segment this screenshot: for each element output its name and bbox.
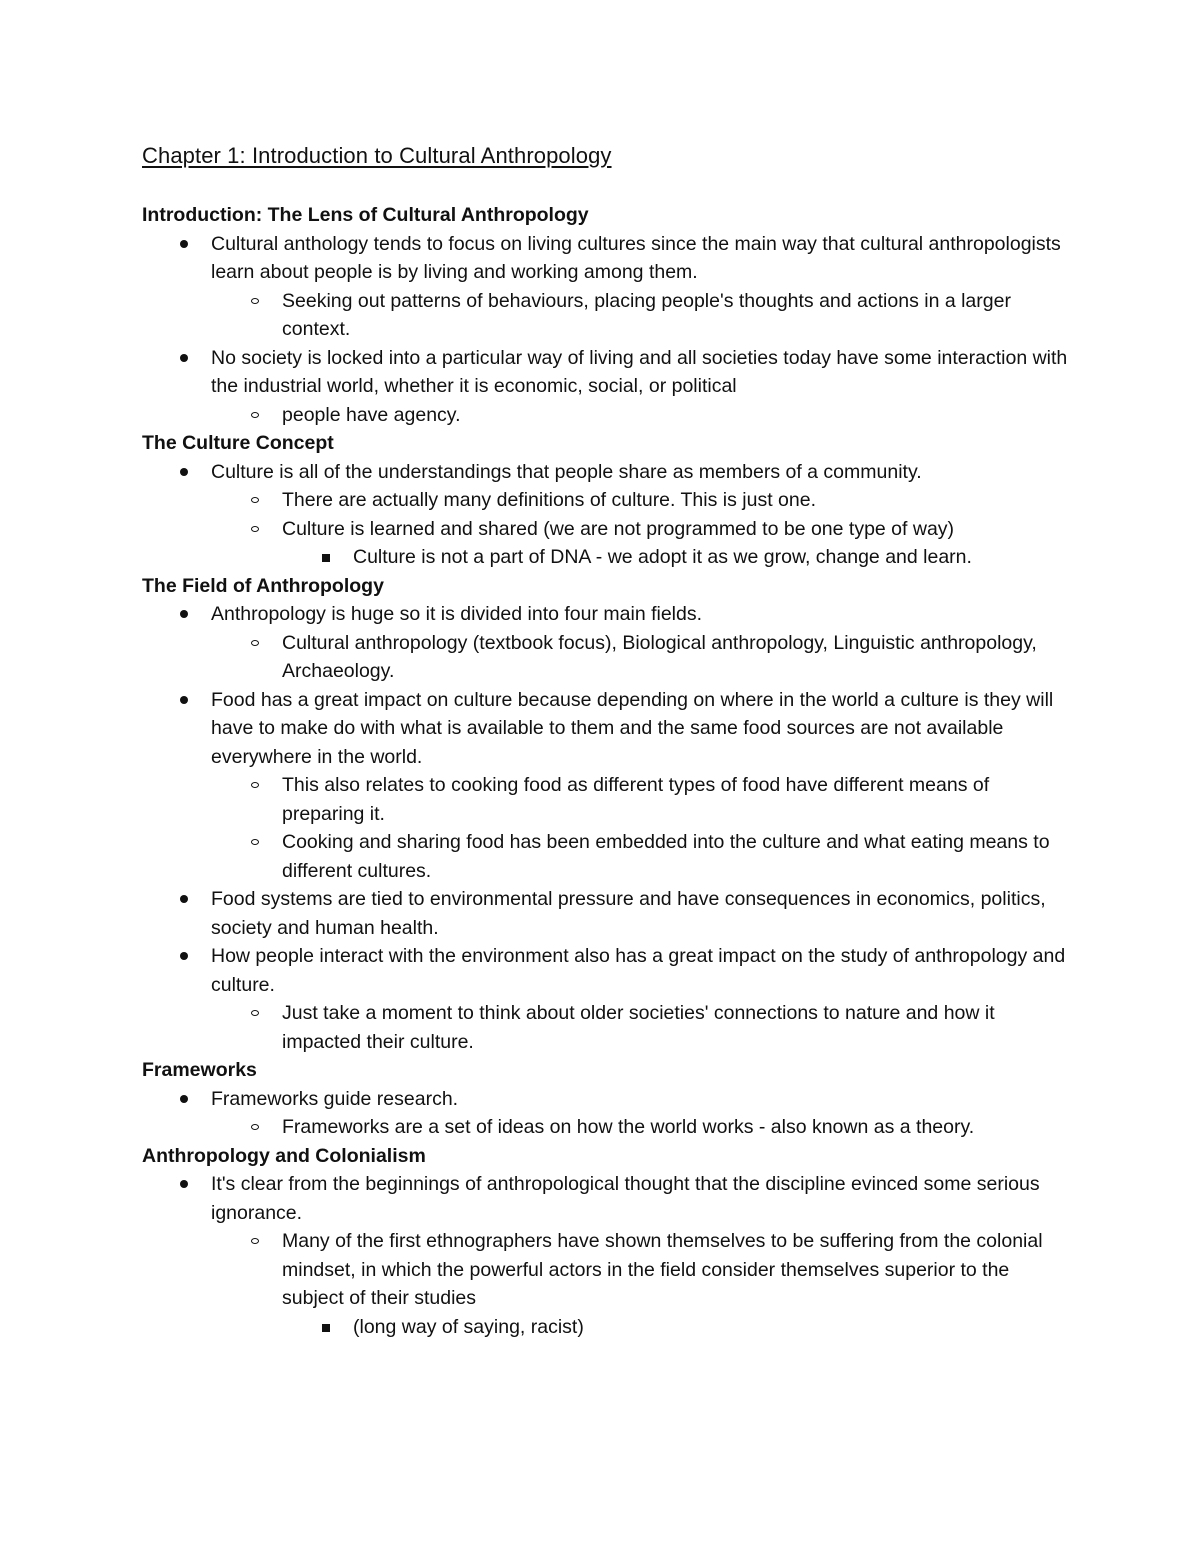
square-bullet-icon: [322, 1324, 330, 1332]
list-item-text: Food has a great impact on culture because depending on where in the world a culture is they will have to make do with what is available to them and the same food sources are not available everywhere in the world.: [211, 688, 1054, 768]
filled-bullet-icon: [180, 468, 188, 476]
list-item-text: It's clear from the beginnings of anthropological thought that the discipline evinced some serious ignorance.: [211, 1173, 1040, 1224]
section-heading: The Field of Anthropology: [142, 574, 384, 597]
title-spacer: [142, 171, 1072, 201]
list-item-level-3: [142, 543, 1072, 572]
list-item-level-2: [142, 401, 1072, 430]
bullet-list: [142, 600, 1072, 1056]
bullet-list: [142, 1085, 1072, 1142]
list-item-level-1: [142, 230, 1072, 287]
list-item-level-1: [142, 344, 1072, 401]
list-item-text: Frameworks are a set of ideas on how the world works - also known as a theory.: [282, 1116, 975, 1138]
section-heading: Anthropology and Colonialism: [142, 1144, 426, 1167]
list-item-level-2: [142, 287, 1072, 344]
hollow-bullet-icon: [251, 1010, 259, 1016]
list-item-level-1: [142, 458, 1072, 487]
list-item-level-1: [142, 600, 1072, 629]
list-item-level-1: [142, 942, 1072, 999]
bullet-list: [142, 458, 1072, 572]
list-item-text: Food systems are tied to environmental pressure and have consequences in economics, politics, society and human health.: [211, 888, 1046, 939]
list-item-text: Seeking out patterns of behaviours, placing people's thoughts and actions in a larger context.: [282, 289, 1011, 340]
list-item-text: How people interact with the environment also has a great impact on the study of anthropology and culture.: [211, 945, 1066, 996]
filled-bullet-icon: [180, 610, 188, 618]
hollow-bullet-icon: [251, 1124, 259, 1130]
list-item-level-2: [142, 999, 1072, 1056]
list-item-level-1: [142, 1170, 1072, 1227]
list-item-level-2: [142, 486, 1072, 515]
list-item-text: No society is locked into a particular way of living and all societies today have some interaction with the industrial world, whether it is economic, social, or political: [211, 346, 1068, 397]
list-item-level-1: [142, 885, 1072, 942]
document-title: Chapter 1: Introduction to Cultural Anthropology: [142, 143, 612, 168]
hollow-bullet-icon: [251, 497, 259, 503]
list-item-text: Just take a moment to think about older societies' connections to nature and how it impacted their culture.: [282, 1002, 995, 1053]
list-item-level-1: [142, 1085, 1072, 1114]
bullet-list: [142, 1170, 1072, 1341]
bullet-list: [142, 230, 1072, 430]
list-item-text: There are actually many definitions of culture. This is just one.: [282, 489, 816, 511]
document-body: [142, 201, 1072, 1341]
list-item-text: Cooking and sharing food has been embedded into the culture and what eating means to different cultures.: [282, 831, 1050, 882]
list-item-text: Culture is not a part of DNA - we adopt it as we grow, change and learn.: [353, 546, 972, 568]
filled-bullet-icon: [180, 895, 188, 903]
list-item-level-2: [142, 629, 1072, 686]
list-item-text: Culture is learned and shared (we are not programmed to be one type of way): [282, 517, 955, 540]
document-page: [142, 141, 1072, 1341]
list-item-text: Anthropology is huge so it is divided into four main fields.: [211, 603, 703, 625]
hollow-bullet-icon: [251, 640, 259, 646]
section-heading: Introduction: The Lens of Cultural Anthropology: [142, 204, 589, 226]
list-item-text: Frameworks guide research.: [211, 1087, 459, 1110]
list-item-level-3: [142, 1313, 1072, 1342]
hollow-bullet-icon: [251, 1238, 259, 1244]
hollow-bullet-icon: [251, 782, 259, 788]
filled-bullet-icon: [180, 952, 188, 960]
list-item-level-2: [142, 771, 1072, 828]
list-item-level-2: [142, 828, 1072, 885]
list-item-text: Culture is all of the understandings that people share as members of a community.: [211, 460, 922, 483]
filled-bullet-icon: [180, 1095, 188, 1103]
square-bullet-icon: [322, 554, 330, 562]
list-item-text: Many of the first ethnographers have shown themselves to be suffering from the colonial mindset, in which the powerful actors in the field consider themselves superior to the subject of their studies: [282, 1230, 1043, 1309]
hollow-bullet-icon: [251, 298, 259, 304]
filled-bullet-icon: [180, 240, 188, 248]
filled-bullet-icon: [180, 1180, 188, 1188]
list-item-level-2: [142, 515, 1072, 544]
filled-bullet-icon: [180, 696, 188, 704]
filled-bullet-icon: [180, 354, 188, 362]
list-item-text: (long way of saying, racist): [353, 1315, 584, 1338]
list-item-level-1: [142, 686, 1072, 772]
hollow-bullet-icon: [251, 839, 259, 845]
section-heading: Frameworks: [142, 1059, 257, 1081]
list-item-text: Cultural anthology tends to focus on living cultures since the main way that cultural anthropologists learn about people is by living and working among them.: [211, 232, 1061, 283]
list-item-text: This also relates to cooking food as different types of food have different means of preparing it.: [282, 774, 990, 825]
list-item-text: Cultural anthropology (textbook focus), Biological anthropology, Linguistic anthropology, Archaeology.: [282, 631, 1037, 682]
hollow-bullet-icon: [251, 526, 259, 532]
list-item-level-2: [142, 1113, 1072, 1142]
list-item-text: people have agency.: [282, 403, 461, 426]
list-item-level-2: [142, 1227, 1072, 1313]
section-heading: The Culture Concept: [142, 432, 334, 454]
hollow-bullet-icon: [251, 412, 259, 418]
